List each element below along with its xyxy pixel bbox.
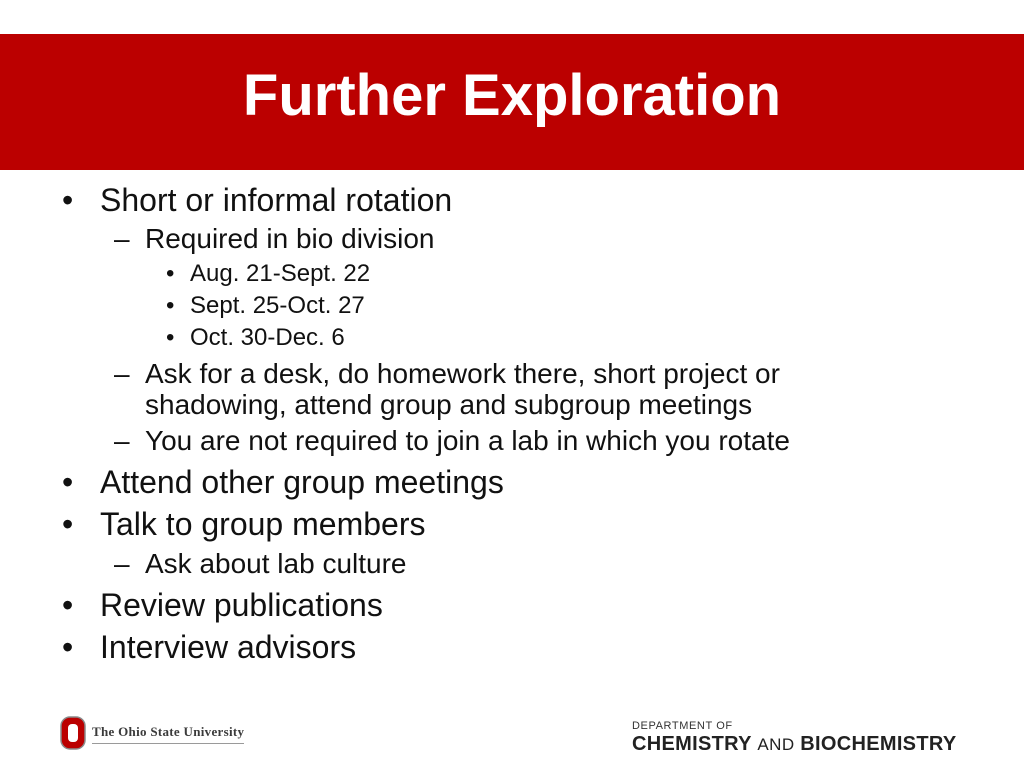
slide-title: Further Exploration (242, 63, 782, 128)
dash-marker: – (114, 548, 130, 579)
bullet-marker: • (166, 292, 175, 319)
list-item: Ask about lab culture (145, 548, 407, 579)
bullet-marker: • (62, 506, 74, 542)
list-item: Oct. 30-Dec. 6 (190, 324, 345, 351)
bullet-marker: • (166, 324, 175, 351)
bullet-marker: • (166, 260, 175, 287)
list-item-continuation: shadowing, attend group and subgroup meetings (145, 389, 753, 420)
bullet-marker: • (62, 464, 74, 500)
department-name (632, 732, 972, 757)
list-item: Short or informal rotation (100, 182, 453, 218)
list-item: Review publications (100, 587, 383, 623)
dash-marker: – (114, 358, 130, 389)
bullet-marker: • (62, 629, 74, 665)
department-name-and: AND (757, 735, 795, 754)
university-name: The Ohio State University (92, 724, 244, 744)
dash-marker: – (114, 425, 130, 456)
list-item: Required in bio division (145, 223, 435, 254)
list-item: Attend other group meetings (100, 464, 504, 500)
list-item: Ask for a desk, do homework there, short project or (145, 358, 780, 389)
department-name-chemistry: CHEMISTRY (632, 733, 752, 755)
osu-logo (60, 716, 245, 752)
list-item: You are not required to join a lab in which you rotate (145, 425, 790, 456)
list-item: Sept. 25-Oct. 27 (190, 292, 365, 319)
list-item: Aug. 21-Sept. 22 (190, 260, 371, 287)
block-o-logo-icon (60, 716, 86, 750)
department-name-biochemistry: BIOCHEMISTRY (800, 733, 957, 755)
list-item: Talk to group members (100, 506, 426, 542)
dash-marker: – (114, 223, 130, 254)
department-logo (632, 720, 972, 757)
department-prefix: DEPARTMENT OF (632, 720, 733, 732)
bullet-marker: • (62, 182, 74, 218)
bullet-marker: • (62, 587, 74, 623)
list-item: Interview advisors (100, 629, 357, 665)
